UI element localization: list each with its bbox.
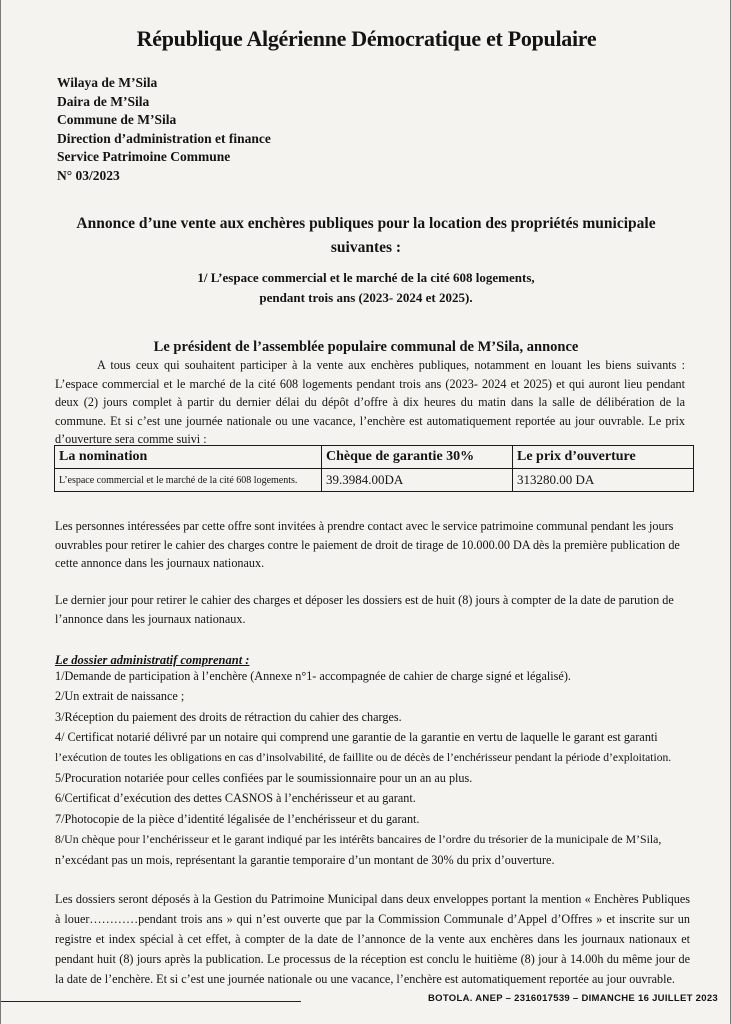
cell-nomination: L’espace commercial et le marché de la cité 608 logements.	[55, 469, 322, 492]
cell-opening-price: 313280.00 DA	[513, 469, 694, 492]
intro-paragraph: A tous ceux qui souhaitent participer à la vente aux enchères publiques, notamment en louant les biens suivants : L’espace commercial et le marché de la cité 608 logements pendant trois ans (2023- 2024 et 2025) et qui auront lieu pendant deux (2) jours complet à partir du dernier délai du dépôt d’offre à dix heures du matin dans la salle de délibération de la commune. Et si c’est une journée nationale ou une vacance, l’enchère est automatiquement reportée au jour ouvrable. Le prix d’ouverture sera comme suivi :	[55, 358, 685, 446]
cell-guarantee: 39.3984.00DA	[322, 469, 513, 492]
list-item: 8/Un chèque pour l’enchérisseur et le garant indiqué par les intérêts bancaires de l’ordre du trésorier de la municipale de M’Sila,	[55, 832, 662, 847]
contact-paragraph: Les personnes intéressées par cette offre sont invitées à prendre contact avec le service patrimoine communal pendant les jours ouvrables pour retirer le cahier des charges contre le paiement de droit de tirage de 10.000.00 DA dès la première publication de cette annonce dans les journaux nationaux.	[55, 519, 680, 570]
list-item: 3/Réception du paiement des droits de rétraction du cahier des charges.	[55, 709, 402, 724]
header-line-number: N° 03/2023	[57, 167, 120, 183]
list-item: 5/Procuration notariée pour celles confiées par le soumissionnaire pour un an au plus.	[55, 771, 473, 786]
dossier-list	[55, 666, 695, 870]
table-header-row	[55, 446, 694, 469]
header-line-commune: Commune de M’Sila	[57, 112, 177, 127]
header-opening-price: Le prix d’ouverture	[513, 446, 694, 469]
price-table	[54, 445, 694, 492]
list-item: 6/Certificat d’exécution des dettes CASNOS à l’enchérisseur et au garant.	[55, 791, 416, 806]
publication-footer: BOTOLA. ANEP – 2316017539 – DIMANCHE 16 JUILLET 2023	[428, 993, 718, 1004]
closing-paragraph: Les dossiers seront déposés à la Gestion du Patrimoine Municipal dans deux enveloppes portant la mention « Enchères Publiques à louer…………pendant trois ans » qui n’est ouverte que par la Commission Communale d’Appel d’Offres » et inscrite sur un registre et index spécial à cet effet, à compter de la date de l’annonce de la vente aux enchères dans les journaux nationaux et pendant huit (8) jours après la publication. Le processus de la réception est conclu le huitième (8) jour à 14.00h du même jour de la date de l’enchère. Et si c’est une journée nationale ou une vacance, l’enchère est automatiquement reportée au jour ouvrable.	[55, 892, 690, 986]
list-item: n’excédant pas un mois, représentant la garantie temporaire d’un montant de 30% du prix d’ouverture.	[55, 852, 555, 867]
header-line-daira: Daira de M’Sila	[57, 93, 150, 109]
announcement-subject	[31, 268, 701, 308]
subject-line-1: 1/ L’espace commercial et le marché de la cité 608 logements,	[197, 270, 535, 285]
header-line-service: Service Patrimoine Commune	[57, 149, 231, 164]
table-row	[55, 469, 694, 492]
header-nomination: La nomination	[55, 446, 322, 469]
header-guarantee: Chèque de garantie 30%	[322, 446, 513, 469]
deadline-paragraph: Le dernier jour pour retirer le cahier des charges et déposer les dossiers est de huit (8) jours à compter de la date de parution de l’annonce dans les journaux nationaux.	[55, 593, 674, 626]
subject-line-2: pendant trois ans (2023- 2024 et 2025).	[259, 290, 473, 305]
announcement-line-1: Annonce d’une vente aux enchères publiques pour la location des propriétés municipale	[76, 215, 656, 232]
document-title: République Algérienne Démocratique et Populaire	[136, 26, 597, 51]
list-item: 4/ Certificat notarié délivré par un notaire qui comprend une garantie de la garantie en vertu de laquelle le garant est garanti	[55, 730, 658, 745]
list-item: l’exécution de toutes les obligations en cas d’insolvabilité, de faillite ou de décès de l’enchérisseur pendant la période d’exploitation.	[55, 750, 672, 764]
list-item: 1/Demande de participation à l’enchère (Annexe n°1- accompagnée de cahier de charge signé et légalisé).	[55, 669, 571, 683]
president-heading: Le président de l’assemblée populaire communal de M’Sila, annonce	[153, 339, 579, 355]
header-line-direction: Direction d’administration et finance	[57, 130, 271, 146]
administrative-header	[57, 74, 271, 185]
list-item: 2/Un extrait de naissance ;	[55, 689, 185, 704]
dossier-heading: Le dossier administratif comprenant :	[55, 653, 250, 667]
list-item: 7/Photocopie de la pièce d’identité légalisée de l’enchérisseur et du garant.	[55, 811, 420, 826]
header-line-wilaya: Wilaya de M’Sila	[57, 75, 158, 90]
announcement-heading	[31, 212, 701, 260]
announcement-line-2: suivantes :	[330, 239, 402, 256]
